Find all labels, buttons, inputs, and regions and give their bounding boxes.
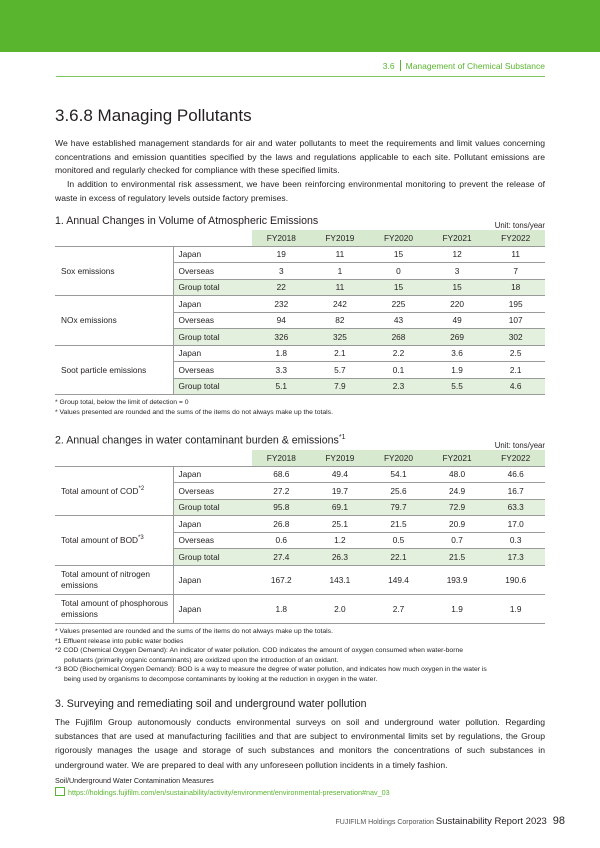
table-row — [55, 246, 545, 263]
cell: 1.9 — [486, 594, 545, 623]
cell: 3 — [252, 263, 311, 280]
cell: 15 — [369, 246, 428, 263]
table-row — [55, 466, 545, 483]
row-region: Japan — [173, 246, 252, 263]
cell: 7 — [486, 263, 545, 280]
footer-company: FUJIFILM Holdings Corporation — [335, 819, 434, 826]
row-region: Overseas — [173, 483, 252, 500]
table-header-row — [55, 230, 545, 246]
cell: 193.9 — [428, 565, 487, 594]
note-1: *1 Effluent release into public water bodies — [55, 637, 184, 645]
cell: 220 — [428, 296, 487, 313]
year-header: FY2022 — [486, 450, 545, 466]
cell: 1.9 — [428, 594, 487, 623]
page-title: 3.6.8 Managing Pollutants — [55, 106, 252, 125]
row-region: Overseas — [173, 532, 252, 549]
cell: 3 — [428, 263, 487, 280]
note-rounding: * Values presented are rounded and the sums of the items do not always make up the totals. — [55, 628, 333, 635]
cell: 18 — [486, 279, 545, 296]
cell: 2.3 — [369, 378, 428, 395]
row-region: Japan — [173, 345, 252, 362]
year-header: FY2019 — [311, 230, 370, 246]
row-region: Overseas — [173, 312, 252, 329]
footer-report: Sustainability Report 2023 — [435, 816, 547, 827]
row-group-label: Total amount of nitrogen emissions — [55, 565, 173, 594]
cell: 1.2 — [311, 532, 370, 549]
cell: 94 — [252, 312, 311, 329]
cell: 49.4 — [311, 466, 370, 483]
year-header: FY2021 — [428, 230, 487, 246]
atmospheric-emissions-table — [55, 230, 545, 395]
table-row — [55, 345, 545, 362]
cell: 326 — [252, 329, 311, 346]
cell: 72.9 — [428, 499, 487, 516]
cell: 2.2 — [369, 345, 428, 362]
row-region: Japan — [173, 466, 252, 483]
cell: 54.1 — [369, 466, 428, 483]
cell: 19.7 — [311, 483, 370, 500]
row-region: Group total — [173, 499, 252, 516]
cell: 26.3 — [311, 549, 370, 566]
cell: 27.4 — [252, 549, 311, 566]
cell: 149.4 — [369, 565, 428, 594]
intro-paragraph-1: We have established management standards for air and water pollutants to meet the requirements and limit values concerning concentrations and emission quantities specified by the laws and regulations applicable to each site. Pollutant emissions are monitored and regularly checked for compliance with these specified limits. — [55, 138, 545, 175]
row-group-label — [55, 466, 173, 516]
water-contaminant-table — [55, 450, 545, 624]
intro-paragraph-2: In addition to environmental risk assessment, we have been reinforcing environmental monitoring to prevent the release of waste in excess of regulatory levels outside factory premises. — [55, 179, 545, 203]
cell: 95.8 — [252, 499, 311, 516]
table-row — [55, 565, 545, 594]
cell: 16.7 — [486, 483, 545, 500]
row-region: Japan — [173, 296, 252, 313]
footnote-ref: *1 — [338, 434, 346, 441]
cell: 242 — [311, 296, 370, 313]
cell: 190.6 — [486, 565, 545, 594]
cell: 1 — [311, 263, 370, 280]
footnote-ref: *2 — [138, 485, 145, 492]
year-header: FY2022 — [486, 230, 545, 246]
cell: 195 — [486, 296, 545, 313]
note-2-cont: pollutants (primarily organic contaminants) are oxidized upon the introduction of an oxidant. — [64, 656, 339, 664]
cell: 1.8 — [252, 345, 311, 362]
table1-note: * Group total, below the limit of detection = 0 — [55, 399, 189, 406]
cell: 11 — [311, 246, 370, 263]
cell: 11 — [486, 246, 545, 263]
cell: 17.0 — [486, 516, 545, 533]
cell: 1.8 — [252, 594, 311, 623]
cell: 0.3 — [486, 532, 545, 549]
table2-heading-text: 2. Annual changes in water contaminant burden & emissions — [55, 434, 339, 447]
cell: 25.1 — [311, 516, 370, 533]
row-region: Group total — [173, 378, 252, 395]
section-breadcrumb — [383, 60, 545, 71]
link-title: Soil/Underground Water Contamination Measures — [55, 776, 214, 785]
table1-unit: Unit: tons/year — [494, 221, 545, 230]
cell: 25.6 — [369, 483, 428, 500]
year-header: FY2021 — [428, 450, 487, 466]
cell: 167.2 — [252, 565, 311, 594]
table-header-row — [55, 450, 545, 466]
cell: 19 — [252, 246, 311, 263]
cell: 69.1 — [311, 499, 370, 516]
cell: 0.6 — [252, 532, 311, 549]
cell: 22.1 — [369, 549, 428, 566]
cell: 21.5 — [428, 549, 487, 566]
cell: 0 — [369, 263, 428, 280]
cell: 46.6 — [486, 466, 545, 483]
footnote-ref: *3 — [138, 535, 144, 542]
year-header: FY2018 — [252, 230, 311, 246]
cell: 24.9 — [428, 483, 487, 500]
cell: 2.7 — [369, 594, 428, 623]
cell: 27.2 — [252, 483, 311, 500]
cell: 11 — [311, 279, 370, 296]
page-footer — [336, 815, 566, 827]
cell: 0.1 — [369, 362, 428, 379]
row-region: Group total — [173, 329, 252, 346]
year-header: FY2019 — [311, 450, 370, 466]
table2-unit: Unit: tons/year — [494, 441, 545, 450]
table1-note: * Values presented are rounded and the sums of the items do not always make up the totals. — [55, 409, 333, 416]
row-region: Overseas — [173, 362, 252, 379]
cod-label: Total amount of COD — [61, 485, 139, 496]
table2-heading — [55, 434, 345, 447]
cell: 20.9 — [428, 516, 487, 533]
link-url[interactable]: https://holdings.fujifilm.com/en/sustainability/activity/environment/environmental-preservation#nav_03 — [68, 788, 390, 797]
note-3-cont: being used by organisms to decompose contaminants by looking at the reduction in oxygen in the water. — [64, 675, 378, 683]
row-region: Group total — [173, 549, 252, 566]
cell: 4.6 — [486, 378, 545, 395]
table-row — [55, 516, 545, 533]
external-link[interactable] — [55, 787, 390, 797]
section3-body: The Fujifilm Group autonomously conducts environmental surveys on soil and underground water pollution. Regarding substances that are used at manufacturing facilities and that are subject to environmental limits set by regulations, the Group rigorously manages the usage and storage of such substances and monitors the concentrations of such substances in underground water. We are prepared to deal with any unforeseen pollution incidents in a timely fashion. — [55, 717, 545, 770]
cell: 48.0 — [428, 466, 487, 483]
table1-heading: 1. Annual Changes in Volume of Atmospheric Emissions — [55, 215, 319, 227]
cell: 82 — [311, 312, 370, 329]
cell: 15 — [428, 279, 487, 296]
cell: 12 — [428, 246, 487, 263]
cell: 107 — [486, 312, 545, 329]
cell: 21.5 — [369, 516, 428, 533]
cell: 43 — [369, 312, 428, 329]
row-group-label: Total amount of phosphorous emissions — [55, 594, 173, 623]
cell: 63.3 — [486, 499, 545, 516]
row-region: Japan — [173, 565, 252, 594]
bod-label: Total amount of BOD — [61, 535, 139, 546]
cell: 302 — [486, 329, 545, 346]
cell: 3.6 — [428, 345, 487, 362]
cell: 79.7 — [369, 499, 428, 516]
cell: 2.0 — [311, 594, 370, 623]
header-rule — [56, 76, 545, 77]
cell: 68.6 — [252, 466, 311, 483]
cell: 5.5 — [428, 378, 487, 395]
cell: 268 — [369, 329, 428, 346]
cell: 225 — [369, 296, 428, 313]
cell: 2.1 — [486, 362, 545, 379]
cell: 1.9 — [428, 362, 487, 379]
cell: 17.3 — [486, 549, 545, 566]
breadcrumb-divider — [400, 60, 401, 71]
cell: 15 — [369, 279, 428, 296]
cell: 5.7 — [311, 362, 370, 379]
row-group-label: Sox emissions — [55, 246, 173, 296]
cell: 5.1 — [252, 378, 311, 395]
row-region: Japan — [173, 516, 252, 533]
cell: 49 — [428, 312, 487, 329]
external-link-icon — [55, 787, 65, 796]
top-green-bar — [0, 0, 600, 52]
note-2: *2 COD (Chemical Oxygen Demand): An indicator of water pollution. COD indicates the amount of oxygen consumed when water-borne — [55, 647, 464, 654]
cell: 325 — [311, 329, 370, 346]
table-row — [55, 594, 545, 623]
row-group-label: NOx emissions — [55, 296, 173, 346]
cell: 269 — [428, 329, 487, 346]
note-3: *3 BOD (Biochemical Oxygen Demand): BOD is a way to measure the degree of water pollution, and indicates how much oxygen in the water is — [55, 666, 487, 673]
section3-heading: 3. Surveying and remediating soil and underground water pollution — [55, 698, 367, 710]
table2-notes — [55, 627, 545, 684]
year-header: FY2020 — [369, 230, 428, 246]
cell: 0.5 — [369, 532, 428, 549]
section-number: 3.6 — [382, 61, 395, 71]
cell: 143.1 — [311, 565, 370, 594]
row-group-label: Soot particle emissions — [55, 345, 173, 395]
cell: 3.3 — [252, 362, 311, 379]
cell: 0.7 — [428, 532, 487, 549]
row-region: Overseas — [173, 263, 252, 280]
cell: 232 — [252, 296, 311, 313]
cell: 7.9 — [311, 378, 370, 395]
year-header: FY2020 — [369, 450, 428, 466]
year-header: FY2018 — [252, 450, 311, 466]
row-region: Group total — [173, 279, 252, 296]
page-number: 98 — [552, 815, 565, 827]
cell: 26.8 — [252, 516, 311, 533]
table-row — [55, 296, 545, 313]
section-title: Management of Chemical Substance — [405, 61, 545, 71]
cell: 2.5 — [486, 345, 545, 362]
cell: 2.1 — [311, 345, 370, 362]
row-group-label — [55, 516, 173, 566]
cell: 22 — [252, 279, 311, 296]
row-region: Japan — [173, 594, 252, 623]
